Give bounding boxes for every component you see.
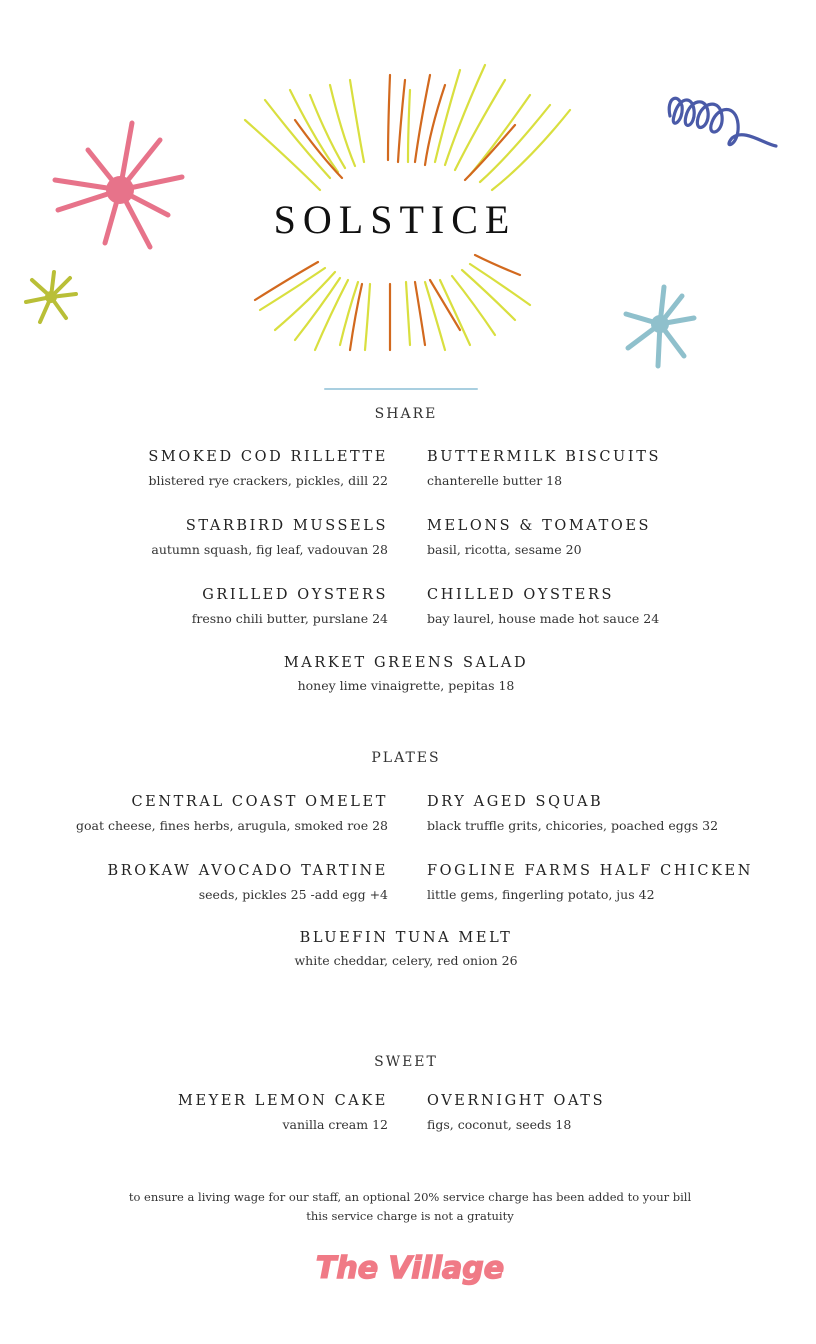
menu-item-name: BROKAW AVOCADO TARTINE <box>107 863 388 879</box>
squiggle-icon <box>664 88 784 158</box>
divider <box>324 388 478 390</box>
section-heading-sweet: SWEET <box>374 1054 438 1070</box>
section-heading-plates: PLATES <box>371 750 441 766</box>
menu-item-name: MARKET GREENS SALAD <box>283 655 529 671</box>
menu-item-desc: goat cheese, fines herbs, arugula, smoked roe 28 <box>76 818 388 833</box>
village-logo <box>300 1242 520 1302</box>
menu-item-desc: fresno chili butter, purslane 24 <box>191 611 388 626</box>
menu-item-name: SMOKED COD RILLETTE <box>148 449 388 465</box>
menu-item-name: GRILLED OYSTERS <box>202 587 388 603</box>
menu-item-desc: basil, ricotta, sesame 20 <box>427 542 582 557</box>
logo-text: The Village <box>315 1251 505 1286</box>
olive-star-icon <box>22 268 80 326</box>
menu-item-name: OVERNIGHT OATS <box>427 1093 606 1109</box>
menu-item-desc: vanilla cream 12 <box>282 1117 388 1132</box>
menu-item-desc: chanterelle butter 18 <box>427 473 563 488</box>
gratuity-note: this service charge is not a gratuity <box>306 1209 514 1223</box>
menu-item-desc: black truffle grits, chicories, poached eggs 32 <box>427 818 719 833</box>
menu-item-desc: autumn squash, fig leaf, vadouvan 28 <box>151 542 388 557</box>
menu-item-desc: figs, coconut, seeds 18 <box>427 1117 572 1132</box>
blue-star-icon <box>622 282 698 372</box>
service-charge-note: to ensure a living wage for our staff, an optional 20% service charge has been added to your bill <box>128 1190 692 1204</box>
restaurant-title: SOLSTICE <box>273 197 517 242</box>
menu-item-name: MELONS & TOMATOES <box>427 518 652 534</box>
menu-item-name: CHILLED OYSTERS <box>427 587 615 603</box>
menu-item-desc: seeds, pickles 25 -add egg +4 <box>198 887 388 902</box>
menu-item-name: DRY AGED SQUAB <box>427 794 604 810</box>
menu-item-desc: honey lime vinaigrette, pepitas 18 <box>297 678 515 693</box>
menu-item-name: FOGLINE FARMS HALF CHICKEN <box>427 863 754 879</box>
menu-item-desc: white cheddar, celery, red onion 26 <box>294 953 518 968</box>
menu-item-name: BUTTERMILK BISCUITS <box>427 449 661 465</box>
menu-item-desc: bay laurel, house made hot sauce 24 <box>427 611 660 626</box>
menu-item-desc: blistered rye crackers, pickles, dill 22 <box>148 473 388 488</box>
menu-item-name: BLUEFIN TUNA MELT <box>299 930 513 946</box>
menu-item-name: MEYER LEMON CAKE <box>178 1093 388 1109</box>
section-heading-share: SHARE <box>374 406 438 422</box>
menu-item-name: STARBIRD MUSSELS <box>185 518 388 534</box>
menu-item-desc: little gems, fingerling potato, jus 42 <box>427 887 655 902</box>
menu-item-name: CENTRAL COAST OMELET <box>131 794 388 810</box>
